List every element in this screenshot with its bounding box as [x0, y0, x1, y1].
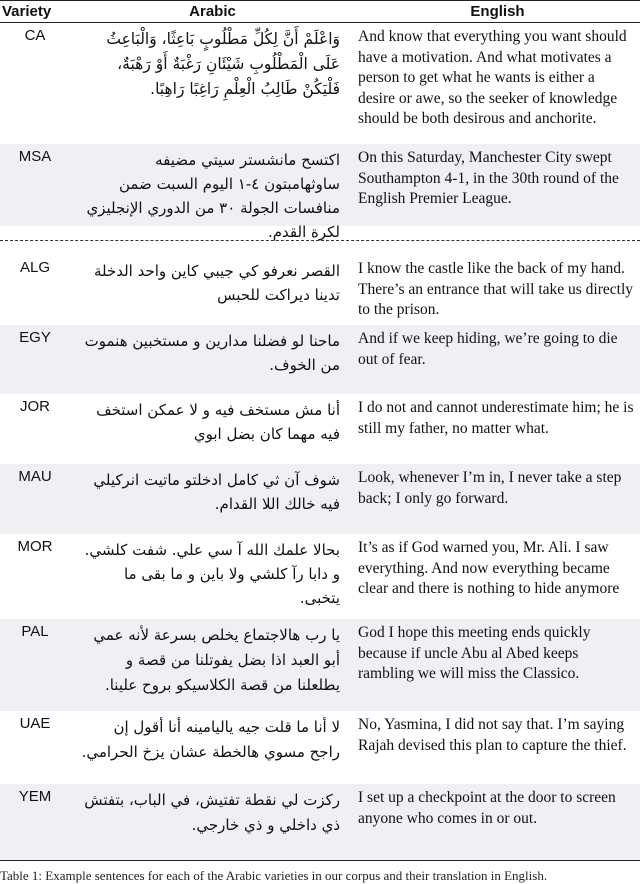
variety-cell: YEM	[18, 788, 52, 805]
arabic-cell: القصر نعرفو كي جيبي كاين واحد الدخلة تدينا ديراكت للحبس	[93, 262, 340, 304]
table-row-mau	[0, 464, 640, 534]
english-cell: No, Yasmina, I did not say that. I’m saying Rajah devised this plan to capture the thief.	[358, 716, 627, 754]
table-row-msa	[0, 144, 640, 241]
english-cell: And if we keep hiding, we’re going to die out of fear.	[358, 330, 618, 368]
english-cell: On this Saturday, Manchester City swept Southampton 4-1, in the 30th round of the English Premier League.	[358, 149, 619, 207]
english-cell: And know that everything you want should have a motivation. And what motivates a person to get what he wants is either a desire or awe, so the seeker of knowledge should be both desirous and anchorite.	[358, 28, 627, 127]
variety-cell: EGY	[19, 329, 51, 346]
table-row-uae	[0, 711, 640, 784]
table-row-pal	[0, 619, 640, 711]
arabic-cell: ركزت لي نقطة تفتيش، في الباب، بتفتش ذي داخلي و ذي خارجي.	[84, 791, 340, 834]
header-english: English	[470, 3, 525, 20]
variety-cell: UAE	[19, 715, 51, 732]
variety-cell: MSA	[18, 148, 52, 165]
table-caption: Table 1: Example sentences for each of the Arabic varieties in our corpus and their translation in English.	[0, 868, 548, 883]
table-row-egy	[0, 325, 640, 394]
table-row-mor	[0, 534, 640, 619]
english-cell: I set up a checkpoint at the door to screen anyone who comes in or out.	[358, 789, 616, 827]
table-row-ca	[0, 23, 640, 144]
header-arabic: Arabic	[189, 3, 236, 20]
variety-cell: MAU	[18, 468, 52, 485]
table-row-jor	[0, 394, 640, 464]
english-cell: I know the castle like the back of my hand. There’s an entrance that will take us directly to the prison.	[358, 260, 634, 318]
table-row-alg	[0, 255, 640, 325]
variety-cell: JOR	[20, 398, 50, 415]
english-cell: Look, whenever I’m in, I never take a step back; I only go forward.	[358, 469, 622, 507]
arabic-cell: شوف آن ثي كامل ادخلتو ماتيت انركيلي فيه خالك اللا القدام.	[93, 471, 340, 513]
arabic-cell: اكتسح مانشستر سيتي مضيفه ساوثهامبتون ٤-١ اليوم السبت ضمن منافسات الجولة ٣٠ من الدوري الإنجليزي لكرة القدم.	[86, 151, 340, 241]
variety-cell: CA	[24, 27, 46, 44]
variety-cell: ALG	[19, 259, 50, 276]
english-cell: I do not and cannot underestimate him; he is still my father, no matter what.	[358, 399, 634, 437]
arabic-cell: يا رب هالاجتماع يخلص بسرعة لأنه عمي أبو العبد اذا بضل يفوتلنا من قصة و يطلعلنا من قصة الكلاسيكو بروح علينا.	[93, 626, 340, 694]
dialect-separator	[0, 240, 640, 241]
table-header	[0, 1, 640, 22]
bottom-rule	[0, 860, 640, 861]
arabic-cell: بحالا علمك الله آ سي علي. شفت كلشي. و دابا رآ كلشي ولا باين و ما بقى ما يتخبى.	[84, 541, 340, 607]
english-cell: God I hope this meeting ends quickly because if uncle Abu al Abed keeps rambling we will miss the Classico.	[358, 624, 591, 682]
table-row-yem	[0, 784, 640, 860]
header-variety: Variety	[2, 3, 52, 20]
arabic-cell: ماحنا لو فضلنا مدارين و مستخبين هنموت من الخوف.	[84, 332, 340, 374]
arabic-cell: أنا مش مستخف فيه و لا عمكن استخف فيه مهما كان بضل ابوي	[96, 401, 340, 443]
arabic-cell: وَاعْلَمْ أَنَّ لِكُلِّ مَطْلُوبٍ بَاعِثًا، وَالْبَاعِثُ عَلَى الْمَطْلُوبِ شَيْئَانِ رَغْبَةٌ أَوْ رَهْبَةٌ، فَلْيَكُنْ طَالِبُ الْعِلْمِ رَاغِبًا رَاهِبًا.	[106, 30, 340, 98]
arabic-cell: لا أنا ما قلت جيه ياليامينه أنا أقول إن راجح مسوي هالخطة عشان يزخ الحرامي.	[81, 718, 340, 761]
variety-cell: PAL	[21, 623, 49, 640]
english-cell: It’s as if God warned you, Mr. Ali. I saw everything. And now everything became clear and there is nothing to hide anymore	[358, 539, 620, 597]
variety-cell: MOR	[17, 538, 53, 555]
